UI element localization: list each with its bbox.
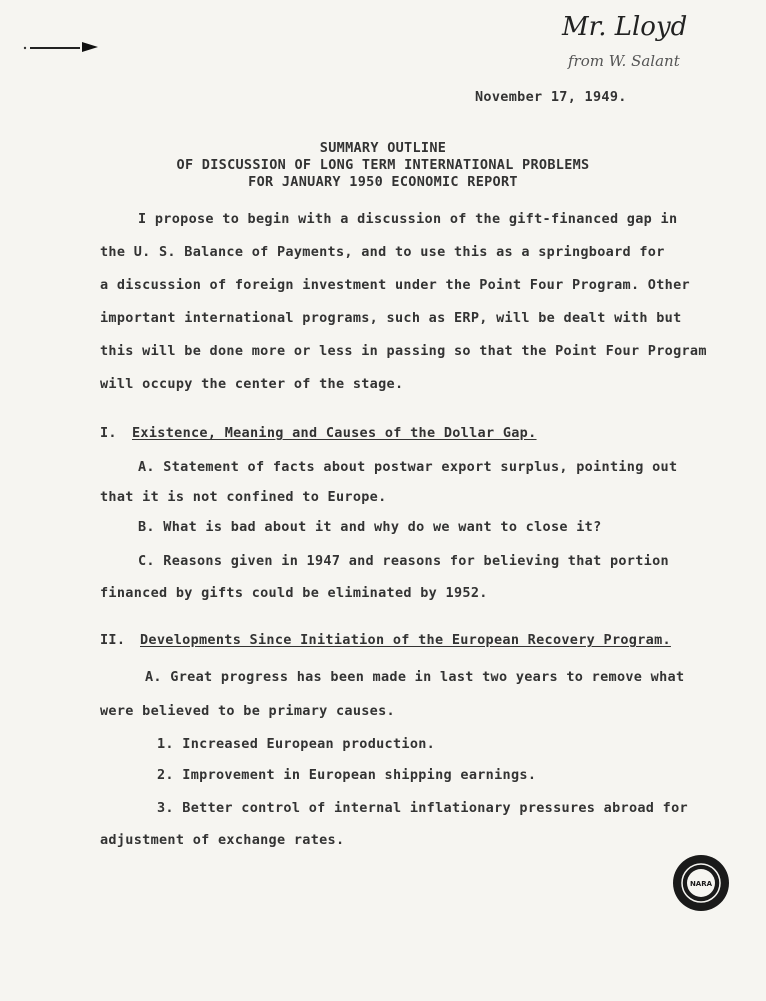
intro-line-1: I propose to begin with a discussion of the gift-financed gap in [138, 211, 678, 227]
section-1-heading: Existence, Meaning and Causes of the Dollar Gap. [132, 425, 537, 441]
section-2-number: II. [100, 632, 126, 648]
section-1-item-a-line-1: A. Statement of facts about postwar export surplus, pointing out [138, 459, 678, 475]
handwritten-recipient: Mr. Lloyd [562, 12, 688, 42]
section-1-number: I. [100, 425, 117, 441]
section-2-subitem-3-line-2: adjustment of exchange rates. [100, 832, 345, 848]
intro-line-3: a discussion of foreign investment under the Point Four Program. Other [100, 277, 690, 293]
section-2-item-a-line-2: were believed to be primary causes. [100, 703, 395, 719]
section-2-subitem-3-line-1: 3. Better control of internal inflationary pressures abroad for [157, 800, 688, 816]
title-line-1: SUMMARY OUTLINE [319, 140, 447, 156]
archive-seal-icon [672, 854, 730, 912]
section-1-item-c-line-2: financed by gifts could be eliminated by 1952. [100, 585, 488, 601]
section-2-subitem-2: 2. Improvement in European shipping earnings. [157, 767, 537, 783]
section-2-subitem-1: 1. Increased European production. [157, 736, 436, 752]
section-2-heading: Developments Since Initiation of the European Recovery Program. [140, 632, 671, 648]
intro-line-5: this will be done more or less in passing so that the Point Four Program [100, 343, 707, 359]
handwritten-from: from W. Salant [568, 52, 680, 70]
pen-mark-icon [20, 40, 100, 54]
document-date: November 17, 1949. [475, 89, 627, 105]
section-1-item-c-line-1: C. Reasons given in 1947 and reasons for believing that portion [138, 553, 669, 569]
title-line-2: OF DISCUSSION OF LONG TERM INTERNATIONAL PROBLEMS [176, 157, 590, 173]
intro-line-6: will occupy the center of the stage. [100, 376, 404, 392]
section-2-item-a-line-1: A. Great progress has been made in last two years to remove what [145, 669, 685, 685]
seal-label: NARA [689, 880, 713, 888]
title-line-3: FOR JANUARY 1950 ECONOMIC REPORT [248, 174, 518, 190]
section-1-item-a-line-2: that it is not confined to Europe. [100, 489, 387, 505]
section-1-item-b: B. What is bad about it and why do we want to close it? [138, 519, 602, 535]
intro-line-4: important international programs, such as ERP, will be dealt with but [100, 310, 682, 326]
intro-line-2: the U. S. Balance of Payments, and to use this as a springboard for [100, 244, 665, 260]
